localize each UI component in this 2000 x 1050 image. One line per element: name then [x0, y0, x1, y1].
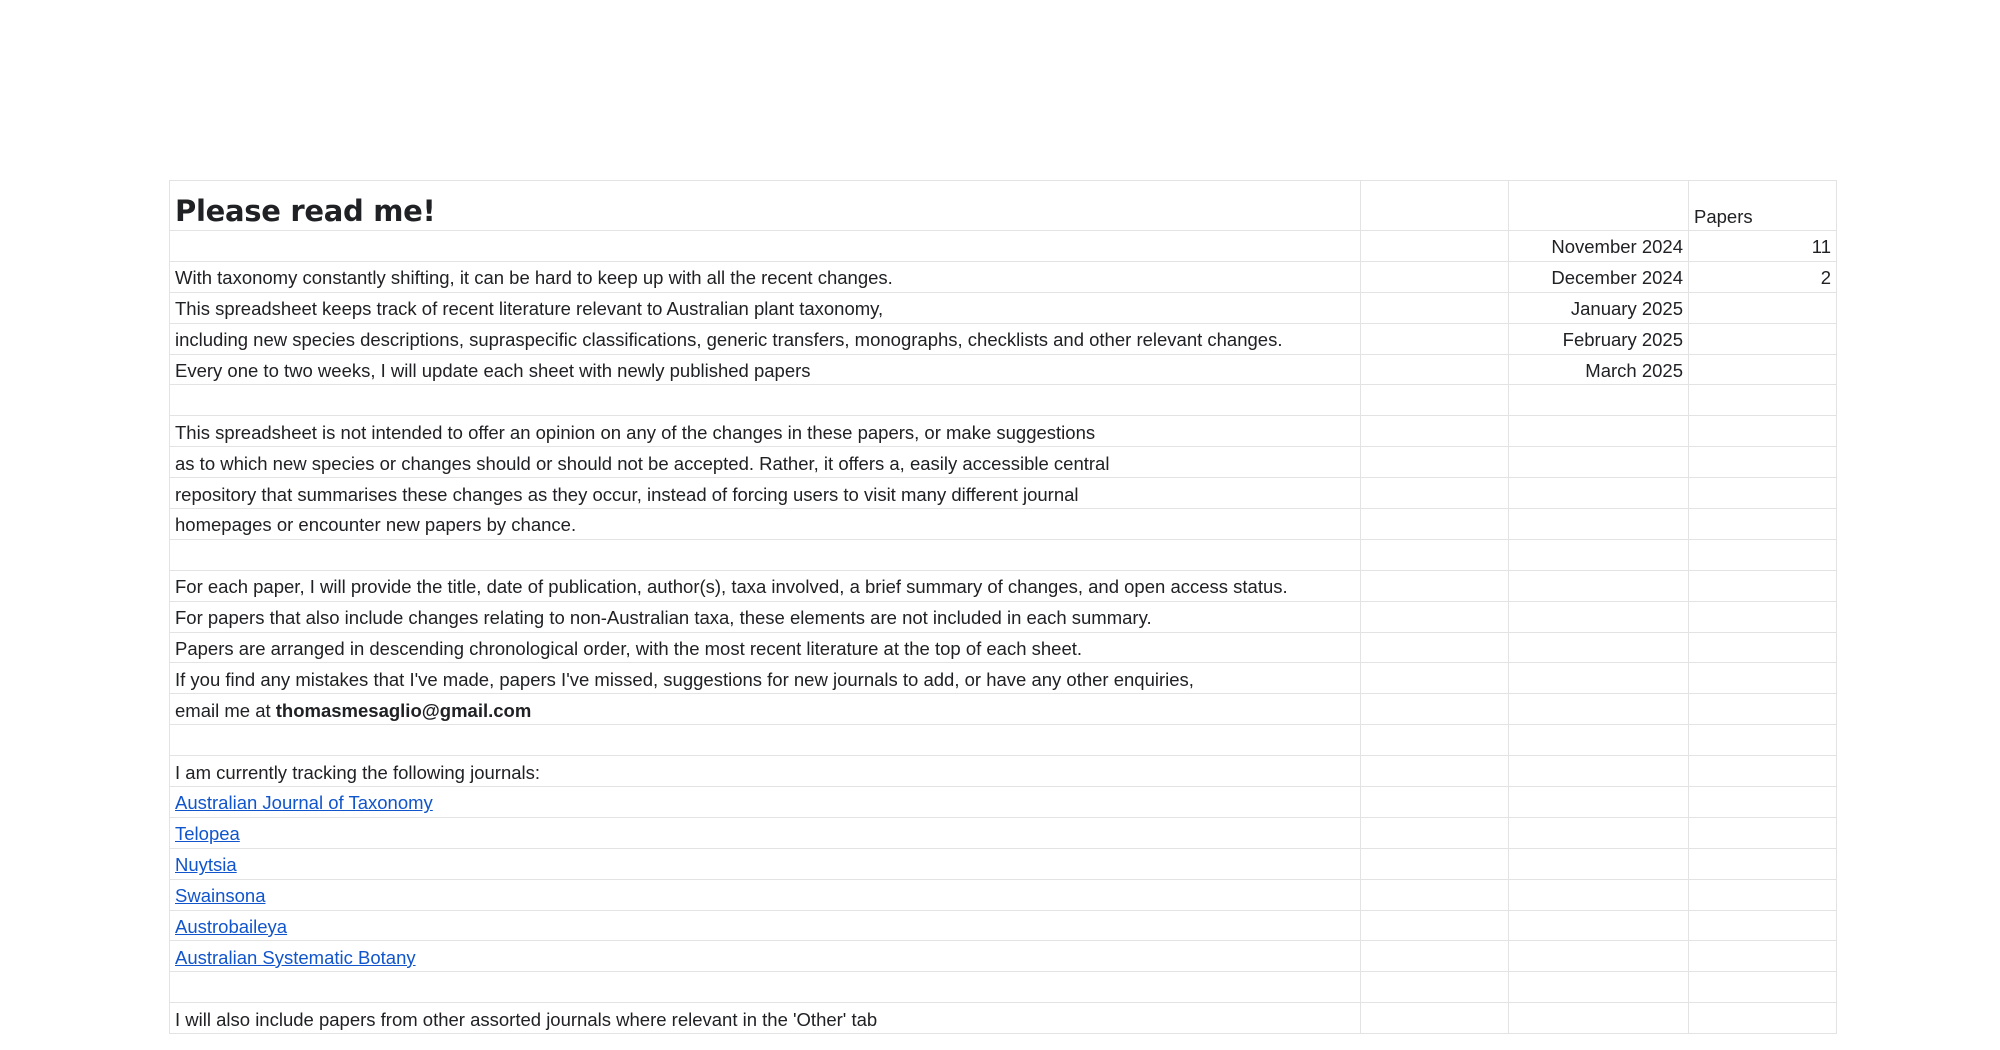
cell[interactable]	[170, 354, 1361, 385]
sheet-row	[170, 354, 1837, 385]
cell[interactable]	[1361, 416, 1509, 447]
paper-count: 11	[1811, 236, 1831, 258]
cell[interactable]	[1361, 817, 1509, 848]
cell[interactable]	[1509, 323, 1689, 354]
cell[interactable]	[170, 231, 1361, 262]
cell[interactable]	[1361, 663, 1509, 694]
cell[interactable]	[1509, 1003, 1689, 1034]
cell[interactable]	[1361, 848, 1509, 879]
sheet-row	[170, 879, 1837, 910]
cell[interactable]	[1509, 972, 1689, 1003]
cell[interactable]	[170, 972, 1361, 1003]
cell[interactable]	[1689, 181, 1837, 231]
cell[interactable]	[1361, 354, 1509, 385]
cell[interactable]	[1361, 385, 1509, 416]
cell[interactable]	[1361, 1003, 1509, 1034]
details-text: If you find any mistakes that I've made, papers I've missed, suggestions for new journals to add, or have any other enquiries,	[175, 668, 1194, 690]
cell[interactable]	[1509, 910, 1689, 941]
email-prefix: email me at	[175, 699, 276, 721]
cell[interactable]	[1689, 694, 1837, 725]
cell[interactable]	[170, 323, 1361, 354]
cell[interactable]	[170, 632, 1361, 663]
cell[interactable]	[170, 601, 1361, 632]
month-label: January 2025	[1570, 298, 1683, 320]
cell[interactable]	[1361, 632, 1509, 663]
journal-link-swainsona[interactable]: Swainsona	[175, 885, 266, 907]
month-label: December 2024	[1551, 267, 1683, 289]
journal-link-asb[interactable]: Australian Systematic Botany	[175, 946, 416, 968]
cell[interactable]	[1509, 231, 1689, 262]
cell[interactable]	[170, 478, 1361, 509]
sheet-row	[170, 601, 1837, 632]
cell[interactable]	[1689, 385, 1837, 416]
cell[interactable]	[170, 385, 1361, 416]
month-label: November 2024	[1551, 236, 1683, 258]
intro-text: With taxonomy constantly shifting, it can be hard to keep up with all the recent changes.	[175, 267, 893, 289]
cell[interactable]	[1361, 725, 1509, 756]
cell[interactable]	[170, 181, 1361, 231]
cell[interactable]	[170, 447, 1361, 478]
cell[interactable]	[1361, 941, 1509, 972]
cell[interactable]	[170, 879, 1361, 910]
email-line	[175, 699, 532, 725]
journal-link-nuytsia[interactable]: Nuytsia	[175, 854, 237, 876]
sheet-row	[170, 570, 1837, 601]
cell[interactable]	[1361, 539, 1509, 570]
cell[interactable]	[170, 910, 1361, 941]
sheet-title: Please read me!	[175, 194, 436, 228]
cell[interactable]	[1689, 787, 1837, 818]
cell[interactable]	[1689, 478, 1837, 509]
details-text: For papers that also include changes relating to non-Australian taxa, these elements are not included in each summary.	[175, 607, 1152, 629]
papers-header: Papers	[1694, 205, 1753, 227]
cell[interactable]	[1361, 261, 1509, 292]
cell[interactable]	[1689, 972, 1837, 1003]
cell[interactable]	[1361, 972, 1509, 1003]
journal-link-telopea[interactable]: Telopea	[175, 823, 240, 845]
cell[interactable]	[1509, 292, 1689, 323]
disclaimer-text: repository that summarises these changes as they occur, instead of forcing users to visit many different journal	[175, 483, 1079, 505]
cell[interactable]	[1689, 910, 1837, 941]
journal-link-ajt[interactable]: Australian Journal of Taxonomy	[175, 792, 433, 814]
cell[interactable]	[170, 694, 1361, 725]
cell[interactable]	[1509, 632, 1689, 663]
sheet-row	[170, 323, 1837, 354]
cell[interactable]	[1509, 663, 1689, 694]
cell[interactable]	[1689, 941, 1837, 972]
sheet-row	[170, 447, 1837, 478]
disclaimer-text: homepages or encounter new papers by chance.	[175, 514, 577, 536]
cell[interactable]	[1361, 694, 1509, 725]
readme-sheet	[169, 180, 1837, 1034]
cell[interactable]	[1509, 817, 1689, 848]
cell[interactable]	[1689, 354, 1837, 385]
cell[interactable]	[1361, 181, 1509, 231]
cell[interactable]	[170, 509, 1361, 540]
cell[interactable]	[1509, 756, 1689, 787]
cell[interactable]	[1509, 385, 1689, 416]
cell[interactable]	[1509, 601, 1689, 632]
sheet-row	[170, 478, 1837, 509]
cell[interactable]	[1509, 570, 1689, 601]
cell[interactable]	[1689, 879, 1837, 910]
sheet-row	[170, 231, 1837, 262]
cell[interactable]	[1689, 725, 1837, 756]
sheet-row	[170, 972, 1837, 1003]
sheet-row	[170, 848, 1837, 879]
cell[interactable]	[1361, 323, 1509, 354]
sheet-row	[170, 292, 1837, 323]
cell[interactable]	[1361, 910, 1509, 941]
cell[interactable]	[1689, 570, 1837, 601]
cell[interactable]	[1509, 879, 1689, 910]
sheet-row	[170, 756, 1837, 787]
cell[interactable]	[1361, 879, 1509, 910]
sheet-row	[170, 539, 1837, 570]
cell[interactable]	[1509, 354, 1689, 385]
cell[interactable]	[1689, 231, 1837, 262]
cell[interactable]	[1689, 601, 1837, 632]
cell[interactable]	[170, 663, 1361, 694]
cell[interactable]	[170, 725, 1361, 756]
cell[interactable]	[1509, 941, 1689, 972]
cell[interactable]	[1361, 292, 1509, 323]
sheet-row	[170, 663, 1837, 694]
cell[interactable]	[170, 756, 1361, 787]
cell[interactable]	[1689, 509, 1837, 540]
sheet-row	[170, 941, 1837, 972]
intro-text: Every one to two weeks, I will update each sheet with newly published papers	[175, 359, 811, 381]
sheet-row	[170, 261, 1837, 292]
cell[interactable]	[1689, 261, 1837, 292]
cell[interactable]	[1509, 447, 1689, 478]
cell[interactable]	[1689, 447, 1837, 478]
cell[interactable]	[1689, 756, 1837, 787]
cell[interactable]	[170, 787, 1361, 818]
cell[interactable]	[1689, 292, 1837, 323]
cell[interactable]	[1689, 416, 1837, 447]
cell[interactable]	[1509, 725, 1689, 756]
details-text: Papers are arranged in descending chronological order, with the most recent literature at the top of each sheet.	[175, 637, 1083, 659]
cell[interactable]	[1361, 478, 1509, 509]
cell[interactable]	[170, 261, 1361, 292]
sheet-row	[170, 817, 1837, 848]
cell[interactable]	[1361, 570, 1509, 601]
sheet-row	[170, 632, 1837, 663]
cell[interactable]	[1509, 261, 1689, 292]
cell[interactable]	[1509, 478, 1689, 509]
journal-link-austrobaileya[interactable]: Austrobaileya	[175, 915, 288, 937]
cell[interactable]	[1509, 787, 1689, 818]
sheet-row	[170, 1003, 1837, 1034]
cell[interactable]	[1689, 848, 1837, 879]
sheet-row	[170, 694, 1837, 725]
cell[interactable]	[1509, 416, 1689, 447]
cell[interactable]	[1361, 787, 1509, 818]
intro-text: This spreadsheet keeps track of recent literature relevant to Australian plant taxonomy,	[175, 298, 884, 320]
cell[interactable]	[1689, 539, 1837, 570]
cell[interactable]	[1509, 694, 1689, 725]
cell[interactable]	[1509, 509, 1689, 540]
cell[interactable]	[1689, 663, 1837, 694]
cell[interactable]	[1509, 539, 1689, 570]
sheet-row	[170, 910, 1837, 941]
cell[interactable]	[1509, 848, 1689, 879]
sheet-row	[170, 385, 1837, 416]
cell[interactable]	[1361, 231, 1509, 262]
cell[interactable]	[1361, 601, 1509, 632]
cell[interactable]	[1689, 323, 1837, 354]
cell[interactable]	[1361, 756, 1509, 787]
cell[interactable]	[1689, 817, 1837, 848]
cell[interactable]	[1361, 447, 1509, 478]
cell[interactable]	[170, 817, 1361, 848]
sheet-row	[170, 725, 1837, 756]
email-address: thomasmesaglio@gmail.com	[275, 699, 532, 721]
journals-intro: I am currently tracking the following journals:	[175, 761, 541, 783]
paper-count: 2	[1820, 267, 1831, 289]
sheet-row	[170, 181, 1837, 231]
sheet-row	[170, 416, 1837, 447]
other-note: I will also include papers from other assorted journals where relevant in the 'Other' tab	[175, 1008, 878, 1030]
cell[interactable]	[170, 416, 1361, 447]
month-label: March 2025	[1585, 359, 1683, 381]
cell[interactable]	[1689, 1003, 1837, 1034]
cell[interactable]	[170, 941, 1361, 972]
cell[interactable]	[170, 1003, 1361, 1034]
intro-text: including new species descriptions, supraspecific classifications, generic transfers, monographs, checklists and other relevant changes.	[175, 329, 1283, 351]
disclaimer-text: This spreadsheet is not intended to offer an opinion on any of the changes in these papers, or make suggestions	[175, 421, 1096, 443]
sheet-row	[170, 787, 1837, 818]
sheet-row	[170, 509, 1837, 540]
cell[interactable]	[1361, 509, 1509, 540]
cell[interactable]	[1689, 632, 1837, 663]
details-text: For each paper, I will provide the title, date of publication, author(s), taxa involved, a brief summary of changes, and open access status.	[175, 576, 1288, 598]
month-label: February 2025	[1562, 329, 1683, 351]
cell[interactable]	[170, 292, 1361, 323]
cell[interactable]	[170, 570, 1361, 601]
cell[interactable]	[170, 848, 1361, 879]
cell[interactable]	[170, 539, 1361, 570]
disclaimer-text: as to which new species or changes should or should not be accepted. Rather, it offers a, easily accessible central	[175, 452, 1110, 474]
cell[interactable]	[1509, 181, 1689, 231]
